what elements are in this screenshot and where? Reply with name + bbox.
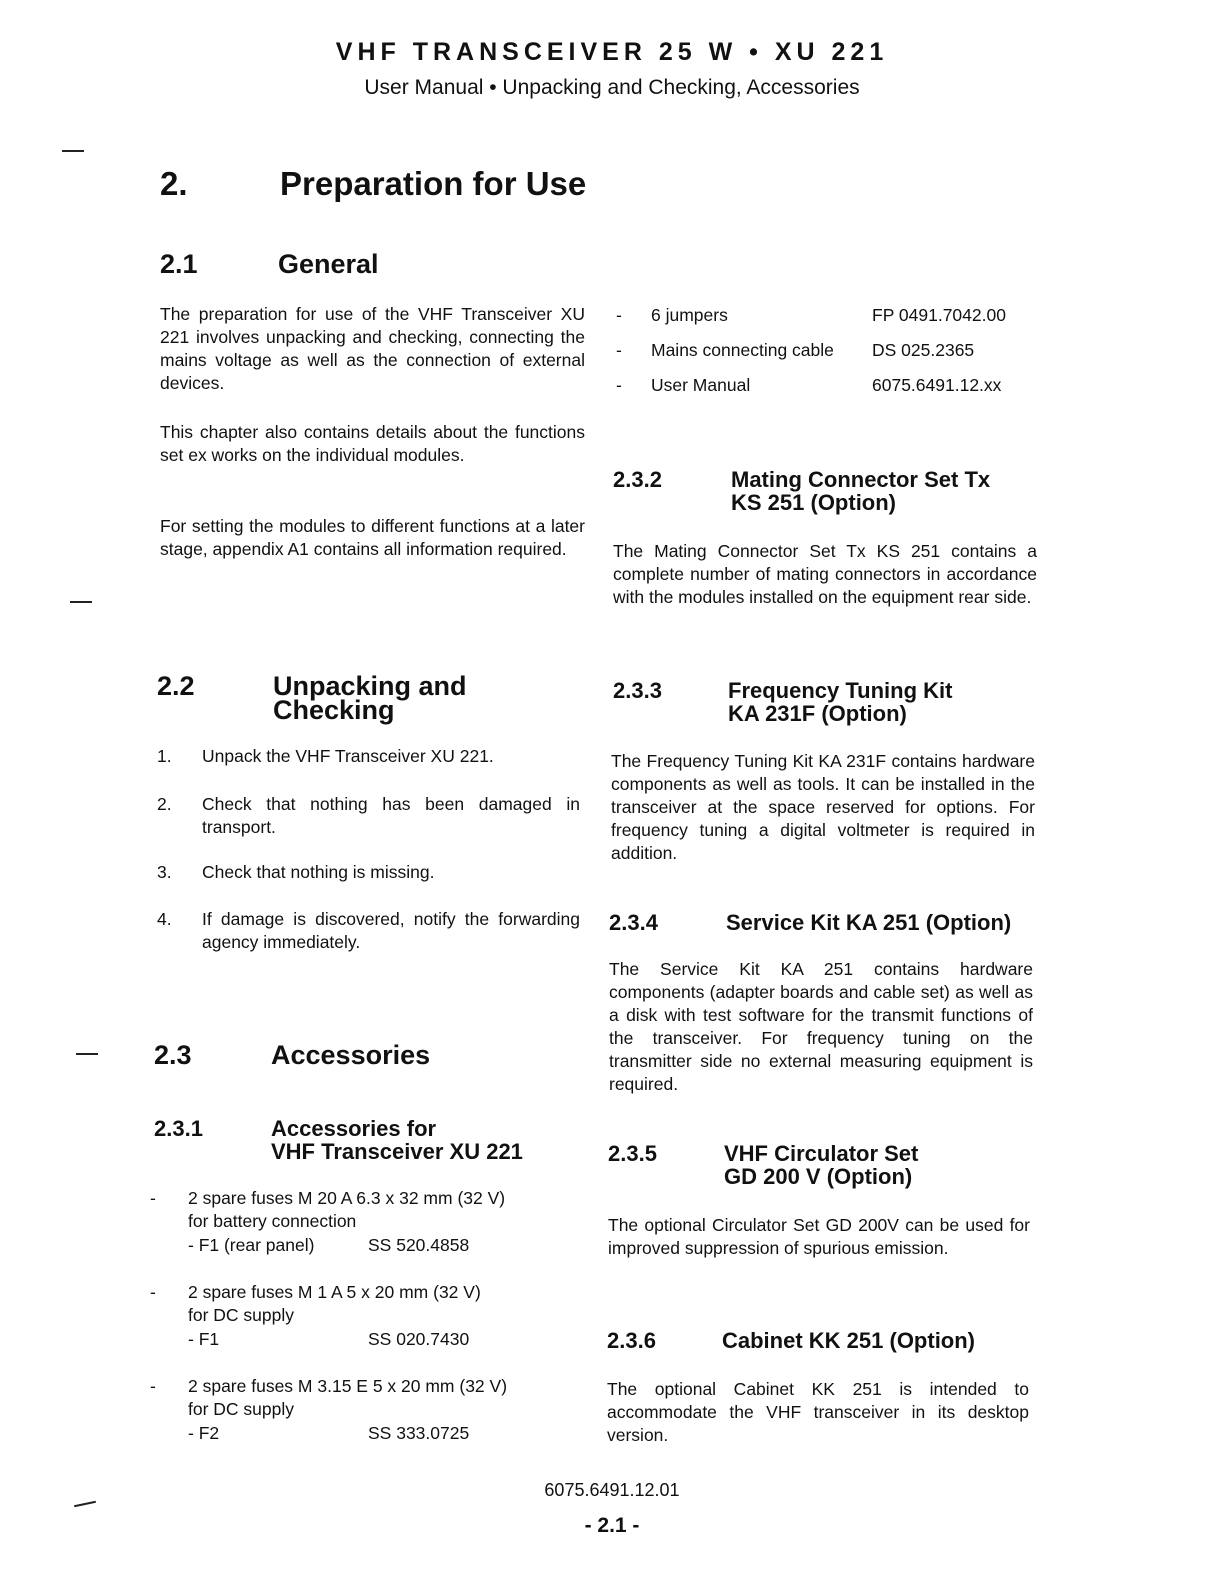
section-2-3-5-title-line2: GD 200 V (Option) bbox=[724, 1164, 913, 1189]
section-2-3-5-title-line1: VHF Circulator Set bbox=[724, 1141, 919, 1166]
section-2-3-2-title-line2: KS 251 (Option) bbox=[731, 490, 897, 515]
general-paragraph-2: This chapter also contains details about the functions set ex works on the individual modules. bbox=[160, 422, 585, 465]
step-number: 2. bbox=[157, 794, 172, 814]
margin-mark bbox=[74, 1501, 96, 1508]
document-number: 6075.6491.12.01 bbox=[544, 1480, 680, 1500]
running-header-subtitle: User Manual • Unpacking and Checking, Accessories bbox=[364, 76, 860, 99]
fuse-item-designator: - F2 bbox=[188, 1423, 220, 1443]
general-paragraph-3: For setting the modules to different functions at a later stage, appendix A1 contains all information required. bbox=[160, 516, 585, 559]
page-number: - 2.1 - bbox=[584, 1514, 640, 1537]
margin-mark bbox=[76, 1053, 98, 1055]
section-2-3-title: Accessories bbox=[271, 1040, 431, 1070]
accessory-code: 6075.6491.12.xx bbox=[872, 375, 1002, 395]
list-dash: - bbox=[616, 305, 622, 325]
accessory-code: FP 0491.7042.00 bbox=[872, 305, 1006, 325]
fuse-item-line2: for DC supply bbox=[188, 1399, 295, 1419]
cabinet-description: The optional Cabinet KK 251 is intended to accommodate the VHF transceiver in its desktop version. bbox=[607, 1379, 1029, 1445]
list-dash: - bbox=[150, 1188, 156, 1208]
section-2-3-2-title-line1: Mating Connector Set Tx bbox=[731, 467, 991, 492]
fuse-item-designator: - F1 bbox=[188, 1329, 220, 1349]
section-2-3-4-title: Service Kit KA 251 (Option) bbox=[726, 910, 1012, 935]
step-text: If damage is discovered, notify the forwarding agency immediately. bbox=[202, 909, 580, 952]
section-2-3-3-number: 2.3.3 bbox=[613, 678, 662, 703]
general-paragraph-1: The preparation for use of the VHF Transceiver XU 221 involves unpacking and checking, connecting the mains voltage as well as the connection of external devices. bbox=[160, 304, 585, 393]
section-2-3-5-number: 2.3.5 bbox=[608, 1141, 657, 1166]
step-text: Check that nothing is missing. bbox=[202, 862, 435, 882]
step-number: 1. bbox=[157, 746, 172, 766]
section-2-3-3-title-line1: Frequency Tuning Kit bbox=[728, 678, 953, 703]
accessory-name: Mains connecting cable bbox=[651, 340, 834, 360]
section-2-3-number: 2.3 bbox=[154, 1040, 192, 1070]
fuse-item-code: SS 520.4858 bbox=[368, 1235, 470, 1255]
section-2-1-number: 2.1 bbox=[160, 249, 198, 279]
accessory-name: 6 jumpers bbox=[651, 305, 728, 325]
list-dash: - bbox=[616, 340, 622, 360]
section-2-2-number: 2.2 bbox=[157, 671, 195, 701]
service-kit-description: The Service Kit KA 251 contains hardware components (adapter boards and cable set) as well as a disk with test software for the transmit functions of the transceiver. For frequency tuning on the transmitter side no external measuring equipment is required. bbox=[609, 959, 1033, 1094]
mating-connector-description: The Mating Connector Set Tx KS 251 contains a complete number of mating connectors in accordance with the modules installed on the equipment rear side. bbox=[613, 541, 1037, 607]
chapter-title: Preparation for Use bbox=[280, 165, 587, 202]
margin-mark bbox=[70, 601, 92, 603]
list-dash: - bbox=[150, 1376, 156, 1396]
fuse-item-line2: for battery connection bbox=[188, 1211, 357, 1231]
fuse-item-designator: - F1 (rear panel) bbox=[188, 1235, 315, 1255]
accessory-code: DS 025.2365 bbox=[872, 340, 975, 360]
section-2-1-title: General bbox=[278, 249, 379, 279]
fuse-item-line1: 2 spare fuses M 20 A 6.3 x 32 mm (32 V) bbox=[188, 1188, 506, 1208]
fuse-item-code: SS 333.0725 bbox=[368, 1423, 470, 1443]
section-2-3-3-title-line2: KA 231F (Option) bbox=[728, 701, 907, 726]
section-2-3-6-title: Cabinet KK 251 (Option) bbox=[722, 1328, 976, 1353]
circulator-set-description: The optional Circulator Set GD 200V can be used for improved suppression of spurious emission. bbox=[608, 1215, 1030, 1258]
fuse-item-code: SS 020.7430 bbox=[368, 1329, 470, 1349]
section-2-3-2-number: 2.3.2 bbox=[613, 467, 662, 492]
section-2-2-title-line2: Checking bbox=[273, 695, 395, 725]
running-header-title: VHF TRANSCEIVER 25 W • XU 221 bbox=[335, 38, 889, 66]
accessory-name: User Manual bbox=[651, 375, 751, 395]
frequency-tuning-description: The Frequency Tuning Kit KA 231F contains hardware components as well as tools. It can be installed in the transceiver at the space reserved for options. For frequency tuning a digital voltmeter is required in addition. bbox=[611, 751, 1035, 863]
step-number: 3. bbox=[157, 862, 172, 882]
section-2-3-1-title-line1: Accessories for bbox=[271, 1116, 437, 1141]
list-dash: - bbox=[616, 375, 622, 395]
section-2-3-1-number: 2.3.1 bbox=[154, 1116, 203, 1141]
section-2-3-4-number: 2.3.4 bbox=[609, 910, 658, 935]
step-text: Unpack the VHF Transceiver XU 221. bbox=[202, 746, 494, 766]
step-number: 4. bbox=[157, 909, 172, 929]
fuse-item-line1: 2 spare fuses M 1 A 5 x 20 mm (32 V) bbox=[188, 1282, 481, 1302]
list-dash: - bbox=[150, 1282, 156, 1302]
fuse-item-line1: 2 spare fuses M 3.15 E 5 x 20 mm (32 V) bbox=[188, 1376, 508, 1396]
chapter-number: 2. bbox=[160, 165, 188, 202]
section-2-3-6-number: 2.3.6 bbox=[607, 1328, 656, 1353]
fuse-item-line2: for DC supply bbox=[188, 1305, 295, 1325]
section-2-3-1-title-line2: VHF Transceiver XU 221 bbox=[271, 1139, 523, 1164]
margin-mark bbox=[62, 150, 84, 152]
step-text: Check that nothing has been damaged in transport. bbox=[202, 794, 580, 837]
section-2-2-title-line1: Unpacking and bbox=[273, 671, 467, 701]
